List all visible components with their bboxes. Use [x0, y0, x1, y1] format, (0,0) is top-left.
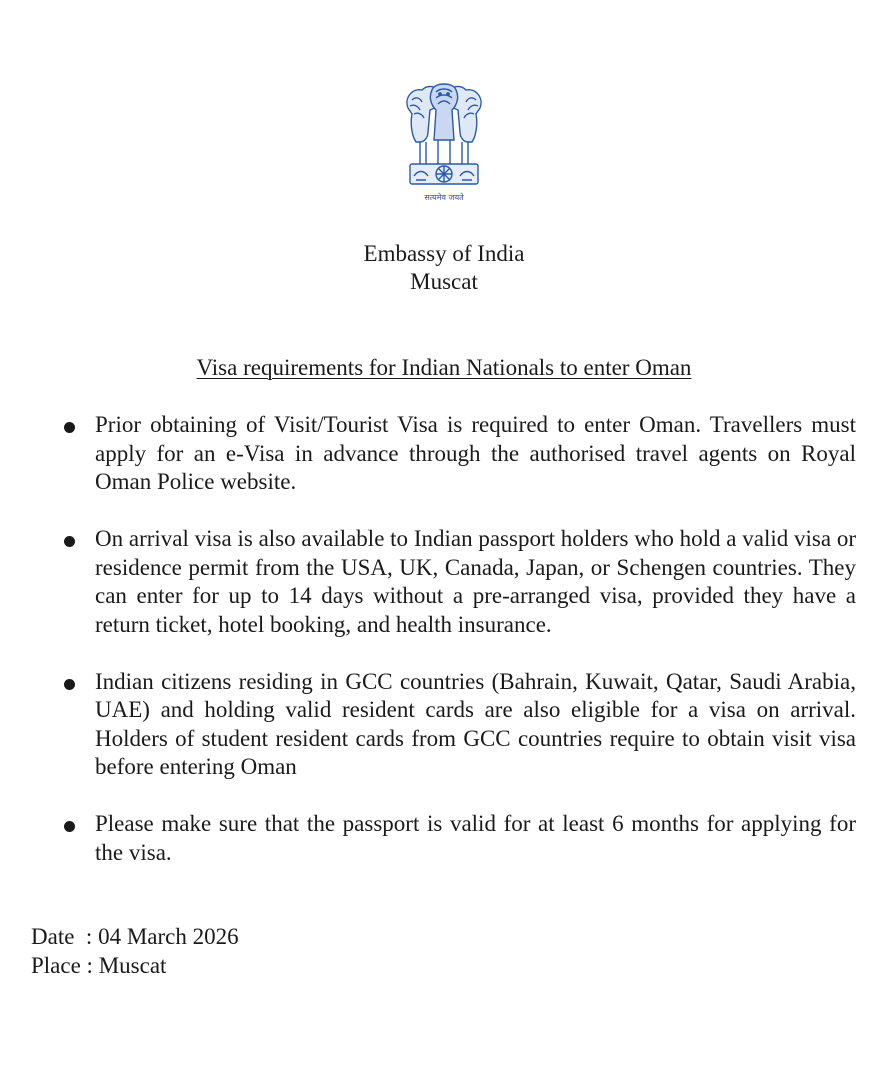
- list-item-text: Indian citizens residing in GCC countries (Bahrain, Kuwait, Qatar, Saudi Arabia, UAE) and holding valid resident cards are also eligible for a visa on arrival. Holders of student resident cards from GCC countries require to obtain visit visa before entering Oman: [95, 668, 856, 779]
- list-item: [0, 411, 856, 497]
- list-item-text: Please make sure that the passport is valid for at least 6 months for applying for the visa.: [95, 811, 856, 865]
- date-row: [31, 923, 239, 952]
- page-title: [0, 354, 888, 382]
- list-item: [0, 668, 856, 782]
- list-item: [0, 810, 856, 867]
- bullet-icon: [64, 422, 75, 433]
- bullet-icon: [64, 679, 75, 690]
- bullet-icon: [64, 821, 75, 832]
- list-item-text: Prior obtaining of Visit/Tourist Visa is required to enter Oman. Travellers must apply for an e-Visa in advance through the authorised travel agents on Royal Oman Police website.: [95, 412, 856, 494]
- place-label: Place :: [31, 952, 99, 978]
- document-footer: [31, 923, 239, 980]
- list-item-text: On arrival visa is also available to Indian passport holders who hold a valid visa or residence permit from the USA, UK, Canada, Japan, or Schengen countries. They can enter for up to 14 days without a pre-arranged visa, provided they have a return ticket, hotel booking, and health insurance.: [95, 526, 856, 637]
- emblem-motto: सत्यमेव जयते: [424, 193, 464, 202]
- date-label: Date :: [31, 924, 99, 949]
- national-emblem-icon: [398, 80, 490, 208]
- embassy-name: Embassy of India: [363, 241, 525, 266]
- bullet-icon: [64, 536, 75, 547]
- visa-requirements-list: [0, 411, 896, 896]
- page-title-text: Visa requirements for Indian Nationals to enter Oman: [196, 355, 692, 380]
- place-row: [31, 952, 239, 981]
- place-value: Muscat: [98, 952, 167, 978]
- embassy-city: Muscat: [410, 269, 478, 294]
- list-item: [0, 525, 856, 639]
- date-value: 04 March 2026: [98, 924, 239, 949]
- embassy-heading: [0, 240, 888, 296]
